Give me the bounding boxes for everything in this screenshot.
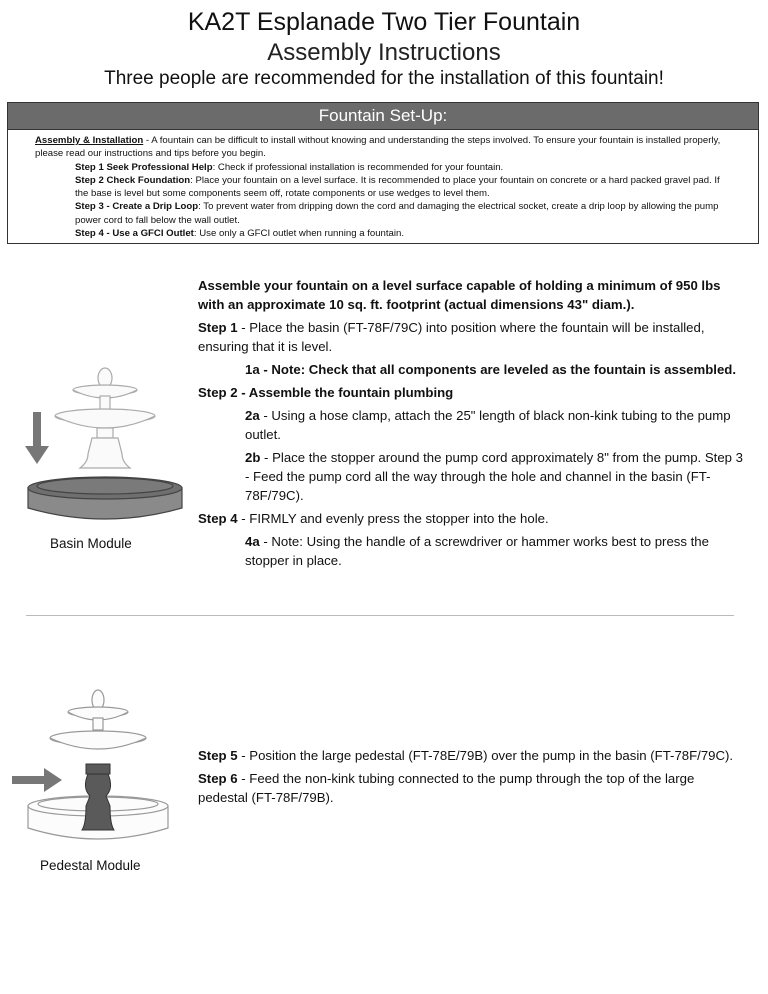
setup-step-4 (35, 227, 734, 240)
setup-step-3-label: Step 3 - Create a Drip Loop (75, 201, 199, 213)
setup-step-2-label: Step 2 Check Foundation (75, 174, 191, 186)
step-6-text: - Feed the non-kink tubing connected to the pump through the top of the large pedestal (FT-78F/79B). (198, 771, 695, 805)
basin-instructions (198, 276, 746, 574)
document-subtitle: Assembly Instructions (267, 39, 501, 66)
section-divider (26, 615, 734, 616)
installation-notice: Three people are recommended for the installation of this fountain! (104, 68, 664, 89)
document-title: KA2T Esplanade Two Tier Fountain (187, 8, 581, 36)
step-2a-text: - Using a hose clamp, attach the 25" length of black non-kink tubing to the pump outlet. (245, 408, 731, 442)
step-2-text: Step 2 - Assemble the fountain plumbing (198, 385, 454, 400)
basin-module-illustration (20, 358, 190, 528)
down-arrow-icon (25, 412, 49, 464)
setup-step-2-text: : Place your fountain on a level surface. It is recommended to place your fountain on concrete or a hard packed gravel pad. If the base is level but some components seem off, rotate components or use wedges to level them. (75, 174, 720, 200)
step-2 (198, 383, 746, 402)
step-4a (198, 532, 746, 570)
setup-step-1-text: : Check if professional installation is recommended for your fountain. (212, 161, 504, 173)
pedestal-module-caption: Pedestal Module (40, 858, 141, 873)
step-4 (198, 509, 746, 528)
setup-step-4-text: : Use only a GFCI outlet when running a fountain. (193, 228, 405, 240)
pedestal-module-illustration (10, 678, 180, 858)
step-1 (198, 318, 746, 356)
setup-body (8, 130, 758, 240)
fountain-upper-tier (73, 385, 137, 410)
step-2b (198, 448, 746, 505)
basin-intro: Assemble your fountain on a level surface capable of holding a minimum of 950 lbs with an approximate 10 sq. ft. footprint (actual dimensions 43" diam.). (198, 278, 721, 312)
note-1a (198, 360, 746, 379)
step-2a (198, 406, 746, 444)
setup-step-1-label: Step 1 Seek Professional Help (75, 161, 213, 173)
setup-step-2 (35, 174, 734, 201)
step-6-label: Step 6 (198, 771, 238, 786)
pedestal-instructions (198, 746, 746, 811)
step-2b-label: 2b (245, 450, 261, 465)
fountain-basin (28, 477, 182, 519)
right-arrow-icon (12, 768, 62, 792)
note-1a-text: 1a - Note: Check that all components are leveled as the fountain is assembled. (245, 362, 737, 377)
fountain-lower-pedestal (80, 438, 130, 468)
setup-step-3 (35, 200, 734, 227)
step-4a-label: 4a (245, 534, 260, 549)
step-5-label: Step 5 (198, 748, 238, 763)
step-6 (198, 769, 746, 807)
step-5-text: - Position the large pedestal (FT-78E/79B) over the pump in the basin (FT-78F/79C). (237, 748, 734, 763)
basin-module-caption: Basin Module (50, 536, 132, 551)
fountain-setup-box (7, 102, 759, 244)
assembly-text: - A fountain can be difficult to install without knowing and understanding the steps involved. To ensure your fountain is installed properly, please read our instructions and tips before you begin. (35, 135, 721, 160)
step-4-label: Step 4 (198, 511, 238, 526)
step-4-text: - FIRMLY and evenly press the stopper into the hole. (237, 511, 549, 526)
step-2b-text: - Place the stopper around the pump cord approximately 8" from the pump. Step 3 - Feed the pump cord all the way through the hole and channel in the basin (FT-78F/79C). (245, 450, 744, 503)
assembly-paragraph (35, 134, 734, 161)
setup-step-4-label: Step 4 - Use a GFCI Outlet (75, 228, 194, 240)
setup-step-1 (35, 161, 734, 174)
setup-step-3-text: : To prevent water from dripping down the cord and damaging the electrical socket, create a drip loop by allowing the pump power cord to fall below the wall outlet. (75, 201, 719, 226)
step-2a-label: 2a (245, 408, 260, 423)
step-1-text: - Place the basin (FT-78F/79C) into position where the fountain will be installed, ensuring that it is level. (198, 320, 705, 354)
step-5 (198, 746, 746, 765)
step-4a-text: - Note: Using the handle of a screwdriver or hammer works best to press the stopper in place. (245, 534, 709, 568)
step-1-label: Step 1 (198, 320, 238, 335)
fountain-middle-tier (55, 409, 155, 438)
assembly-label: Assembly & Installation (35, 135, 144, 146)
setup-heading: Fountain Set-Up: (8, 103, 758, 130)
